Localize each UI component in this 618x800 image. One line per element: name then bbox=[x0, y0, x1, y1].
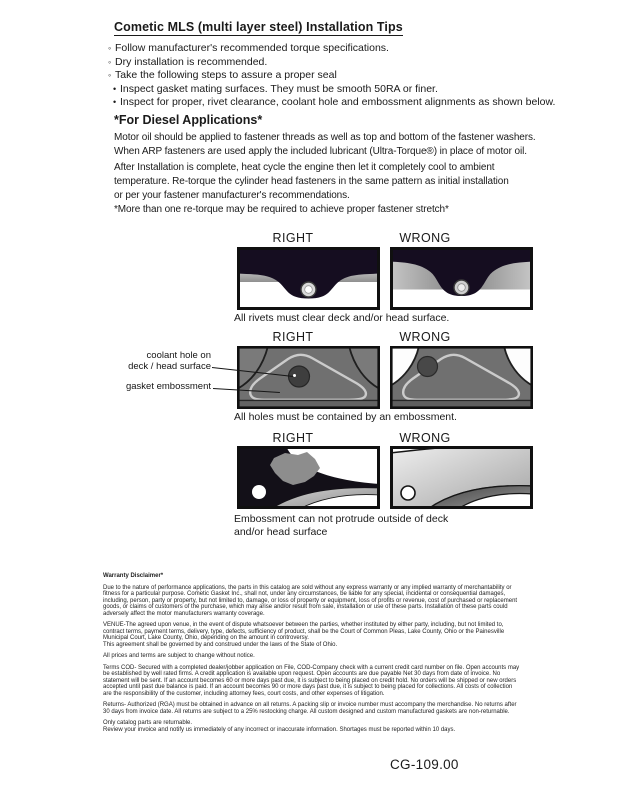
wrong-label: WRONG bbox=[399, 330, 451, 344]
bullet-icon: ◦ bbox=[108, 43, 112, 53]
wrong-label: WRONG bbox=[399, 231, 451, 245]
list-item bbox=[108, 56, 555, 70]
legal-paragraph-prices: All prices and terms are subject to change without notice. bbox=[103, 653, 255, 659]
page-title: Cometic MLS (multi layer steel) Installation Tips bbox=[114, 20, 403, 34]
leader-dot bbox=[293, 374, 296, 377]
row2-caption: All holes must be contained by an embossment. bbox=[234, 411, 457, 423]
paragraph-line: After Installation is complete, heat cycle the engine then let it completely cool to ambient bbox=[114, 162, 495, 173]
diesel-paragraph-2 bbox=[114, 161, 509, 203]
diagram-rivet-right bbox=[237, 247, 380, 310]
diesel-paragraph-1 bbox=[114, 131, 536, 159]
right-label: RIGHT bbox=[272, 330, 314, 344]
bolt-hole bbox=[252, 485, 266, 499]
coolant-hole bbox=[418, 357, 438, 377]
paragraph-line: Motor oil should be applied to fastener threads as well as top and bottom of the fastener washers. bbox=[114, 132, 536, 143]
embossment-annotation: gasket embossment bbox=[125, 381, 211, 392]
diagram-deck-wrong bbox=[390, 446, 533, 509]
legal-paragraph-warranty: Due to the nature of performance applications, the parts in this catalog are sold without any express warranty or any implied warranty of merchantability or fitness for a particular purpose. Cometic Gasket Inc., shall not, under any circumstances, be liable for any special, incidental or consequential damages, including, person, party or property, but not limited to, damage, or loss of property or equipment, loss of profits or revenue, cost of purchased or replacement goods, or claims of customers of the purchase, which may arise and/or result from sale, installation or use of these parts. Installation of these parts could adversely affect the motor manufacturers warranty coverage. bbox=[103, 584, 518, 617]
wrong-label: WRONG bbox=[399, 431, 451, 445]
row1-caption: All rivets must clear deck and/or head surface. bbox=[234, 312, 450, 324]
diesel-paragraph-3 bbox=[114, 203, 449, 217]
legal-paragraph-venue: VENUE-The agreed upon venue, in the event of dispute whatsoever between the parties, whether instituted by either party, including, but not limited to, contract terms, payment terms, delivery, type, defects, sufficiency of product, shall be the Court of Common Pleas, Lake County, Ohio or the Painesville Municipal Court, Lake County, Ohio, depending on the amount in controversy. This agreement shall be governed by and construed under the laws of the State of Ohio. bbox=[103, 622, 505, 648]
list-item bbox=[113, 83, 555, 97]
diagram-rivet-wrong bbox=[390, 247, 533, 310]
legal-heading: Warranty Disclaimer* bbox=[103, 573, 164, 579]
diagram-embossment-wrong bbox=[390, 346, 533, 409]
list-item bbox=[108, 42, 555, 56]
tips-list bbox=[108, 42, 555, 110]
diagram-embossment-right bbox=[237, 346, 380, 409]
paragraph-line: *More than one re-torque may be required to achieve proper fastener stretch* bbox=[114, 204, 449, 215]
paragraph-line: When ARP fasteners are used apply the included lubricant (Ultra-Torque®) in place of motor oil. bbox=[114, 146, 527, 157]
bullet-icon: • bbox=[113, 97, 117, 107]
right-label: RIGHT bbox=[272, 431, 314, 445]
legal-paragraph-terms: Terms COD- Secured with a completed dealer/jobber application on File, COD-Company check with a current credit card number on file. Open accounts may be established by well rated firms. A credit application is available upon request. Open accounts are due payable Net 30 days from date of invoice. No statement will be sent. If an account becomes 60 or more days past due, it is subject to being placed on credit hold. No orders will be shipped or new orders accepted until past due balance is paid. If an account becomes 90 or more days past due, it is subject to being placed for collections. All costs of collection are the responsibility of the customer, including attorney fees, court costs, and other expenses of litigation. bbox=[103, 664, 520, 697]
diagram-deck-right bbox=[237, 446, 380, 509]
legal-fine-print bbox=[103, 573, 539, 733]
list-item-text: Follow manufacturer's recommended torque specifications. bbox=[115, 42, 389, 54]
page-code: CG-109.00 bbox=[390, 757, 459, 772]
list-item-text: Inspect for proper, rivet clearance, coolant hole and embossment alignments as shown below. bbox=[120, 96, 556, 108]
right-label: RIGHT bbox=[272, 231, 314, 245]
list-item bbox=[113, 96, 555, 110]
diesel-heading: *For Diesel Applications* bbox=[114, 113, 263, 127]
legal-paragraph-returns: Returns- Authorized (RGA) must be obtained in advance on all returns. A packing slip or invoice number must accompany the merchandise. No returns after 30 days from invoice date. All returns are subject to a 25% restocking charge. All custom designed and custom manufactured gaskets are non-returnable. bbox=[103, 702, 517, 715]
bullet-icon: ◦ bbox=[108, 70, 112, 80]
paragraph-line: or per your fastener manufacturer's recommendations. bbox=[114, 190, 350, 201]
bolt-hole bbox=[401, 486, 415, 500]
paragraph-line: temperature. Re-torque the cylinder head fasteners in the same pattern as initial installation bbox=[114, 176, 509, 187]
bullet-icon: ◦ bbox=[108, 56, 112, 67]
row3-caption: Embossment can not protrude outside of deck and/or head surface bbox=[234, 513, 449, 538]
list-item bbox=[108, 69, 555, 83]
list-item-text: Inspect gasket mating surfaces. They must be smooth 50RA or finer. bbox=[120, 82, 438, 95]
legal-paragraph-catalog: Only catalog parts are returnable. Review your invoice and notify us immediately of any incorrect or inaccurate information. Shortages must be reported within 10 days. bbox=[103, 720, 456, 733]
coolant-hole-annotation: coolant hole on deck / head surface bbox=[128, 350, 211, 372]
list-item-text: Take the following steps to assure a proper seal bbox=[115, 69, 337, 81]
list-item-text: Dry installation is recommended. bbox=[115, 55, 268, 68]
bullet-icon: • bbox=[113, 83, 117, 94]
